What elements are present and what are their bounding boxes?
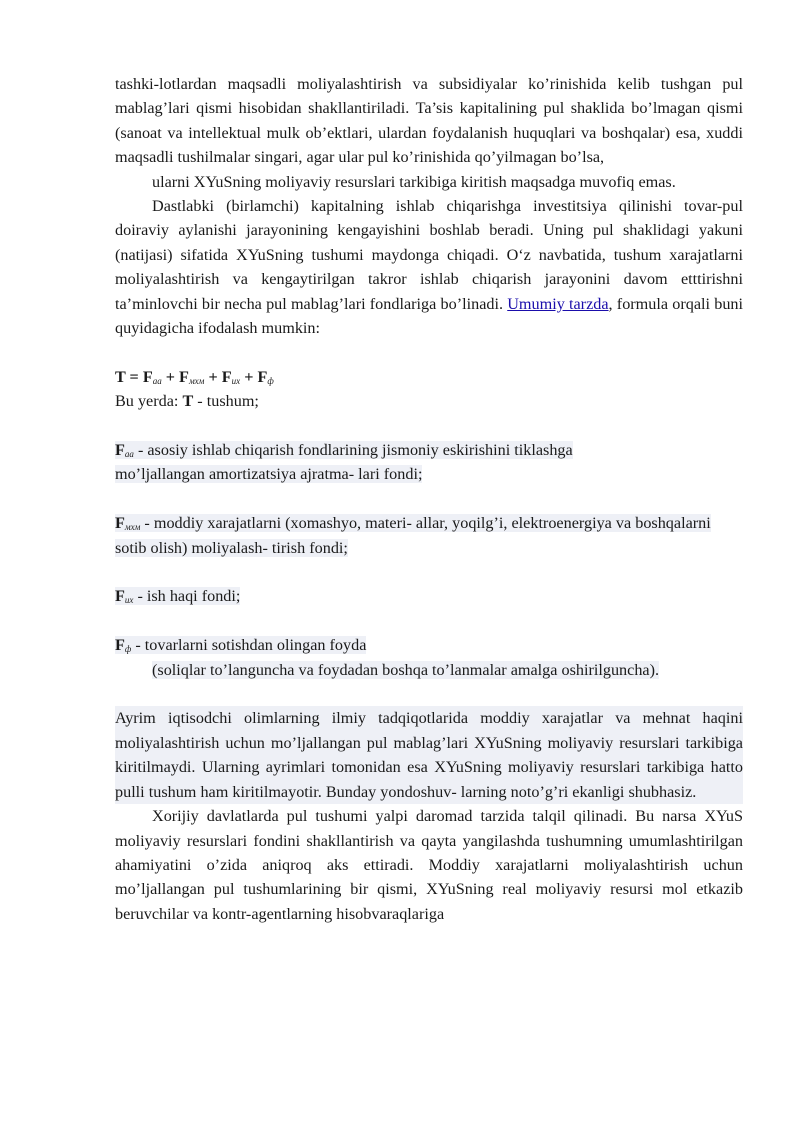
paragraph-3-end: , formula orqali buni quyidagicha ifodalash mumkin: bbox=[115, 294, 744, 338]
spacer bbox=[115, 682, 743, 706]
formula-sub-3: иx bbox=[231, 375, 241, 386]
paragraph-3 bbox=[115, 194, 743, 340]
def-symbol: F bbox=[115, 636, 125, 655]
paragraph-3-text: Dastlabki (birlamchi) kapitalning ishlab chiqarishga investitsiya qilinishi tovar-pul doiraviy aylanishi jarayonining kengayishini boshlab beradi. Uning pul shaklidagi yakuni (natijasi) sifatida XYuSning tushumi maydonga chiqadi. O‘z navbatida, tushum xarajatlarni moliyalashtirish va kengaytirilgan takror ishlab chiqarish jarayonini davom etttirishni ta’minlovchi bir necha pul mablag’lari fondlariga bo’linadi. bbox=[115, 197, 743, 313]
formula-term-2: + F bbox=[161, 367, 189, 386]
where-prefix: Bu yerda: bbox=[115, 392, 183, 411]
spacer bbox=[115, 340, 743, 364]
formula bbox=[115, 365, 743, 389]
def-sub: ф bbox=[124, 644, 132, 655]
where-definition: - tushum; bbox=[193, 392, 259, 411]
formula-sub-4: ф bbox=[267, 375, 274, 386]
def-symbol: F bbox=[115, 441, 125, 460]
paragraph-1: tashki-lotlardan maqsadli moliyalashtirish va subsidiyalar ko’rinishida kelib tushgan pul mablag’lari qismi hisobidan shakllantiriladi. Ta’sis kapitalining pul shaklida bo’lmagan qismi (sanoat va intellektual mulk ob’ektlari, ulardan foydalanish huquqlari va boshqalar) esa, xuddi maqsadli tushilmalar singari, agar ular pul ko’rinishida qo’yilmagan bo’lsa, bbox=[115, 75, 743, 167]
spacer bbox=[115, 560, 743, 584]
def-symbol: F bbox=[115, 587, 125, 606]
definition-3 bbox=[115, 584, 743, 608]
paragraph-5: Xorijiy davlatlarda pul tushumi yalpi daromad tarzida talqil qilinadi. Bu narsa XYuS moliyaviy resurslari fondini shakllantirish va qayta yangilashda tushumning umumlashtirilgan ahamiyatini o’zida aniqroq aks ettiradi. Moddiy xarajatlarni moliyalashtirish uchun mo’ljallangan pul tushumlarining bir qismi, XYuSning real moliyaviy resursi mol etkazib beruvchilar va kontr-agentlarning hisobvaraqlariga bbox=[115, 807, 743, 923]
definition-4 bbox=[115, 633, 743, 657]
def-text: - ish haqi fondi; bbox=[133, 587, 241, 606]
document-page bbox=[115, 72, 743, 926]
formula-term-4: + F bbox=[240, 367, 268, 386]
definition-1 bbox=[115, 438, 655, 487]
definition-2 bbox=[115, 511, 725, 560]
paragraph-2: ularni XYuSning moliyaviy resurslari tarkibiga kiritish maqsadga muvofiq emas. bbox=[152, 172, 676, 191]
where-line bbox=[115, 389, 743, 413]
def-text: - tovarlarni sotishdan olingan foyda bbox=[131, 636, 367, 655]
def-4-cont-text: (soliqlar to’languncha va foydadan boshqa to’lanmalar amalga oshirilguncha). bbox=[152, 660, 660, 679]
def-text: - moddiy xarajatlarni (xomashyo, materi- allar, yoqilg’i, elektroenergiya va boshqalarni sotib olish) moliyalash- tirish fondi; bbox=[115, 514, 711, 557]
where-symbol: T bbox=[182, 392, 194, 411]
spacer bbox=[115, 487, 743, 511]
formula-lhs: T = F bbox=[115, 367, 153, 386]
def-sub: мхм bbox=[124, 522, 141, 533]
def-sub: аа bbox=[124, 449, 134, 460]
formula-sub-2: мхм bbox=[188, 375, 205, 386]
formula-term-3: + F bbox=[204, 367, 232, 386]
def-text: - asosiy ishlab chiqarish fondlarining jismoniy eskirishini tiklashga mo’ljallangan amortizatsiya ajratma- lari fondi; bbox=[115, 441, 573, 484]
paragraph-4: Ayrim iqtisodchi olimlarning ilmiy tadqiqotlarida moddiy xarajatlar va mehnat haqini moliyalashtirish uchun mo’ljallangan pul mablag’lari XYuSning moliyaviy resurslari tarkibiga kiritilmaydi. Ularning ayrimlari tomonidan esa XYuSning moliyaviy resurslari tarkibiga hatto pulli tushum ham kiritilmayotir. Bunday yondoshuv- larning noto’g’ri ekanligi shubhasiz. bbox=[115, 706, 743, 804]
umumiy-tarzda-link[interactable]: Umumiy tarzda bbox=[507, 294, 609, 313]
formula-sub-1: аа bbox=[152, 375, 162, 386]
def-sub: иx bbox=[124, 595, 134, 606]
def-symbol: F bbox=[115, 514, 125, 533]
spacer bbox=[115, 414, 743, 438]
definition-4-continued bbox=[115, 658, 743, 682]
spacer bbox=[115, 609, 743, 633]
